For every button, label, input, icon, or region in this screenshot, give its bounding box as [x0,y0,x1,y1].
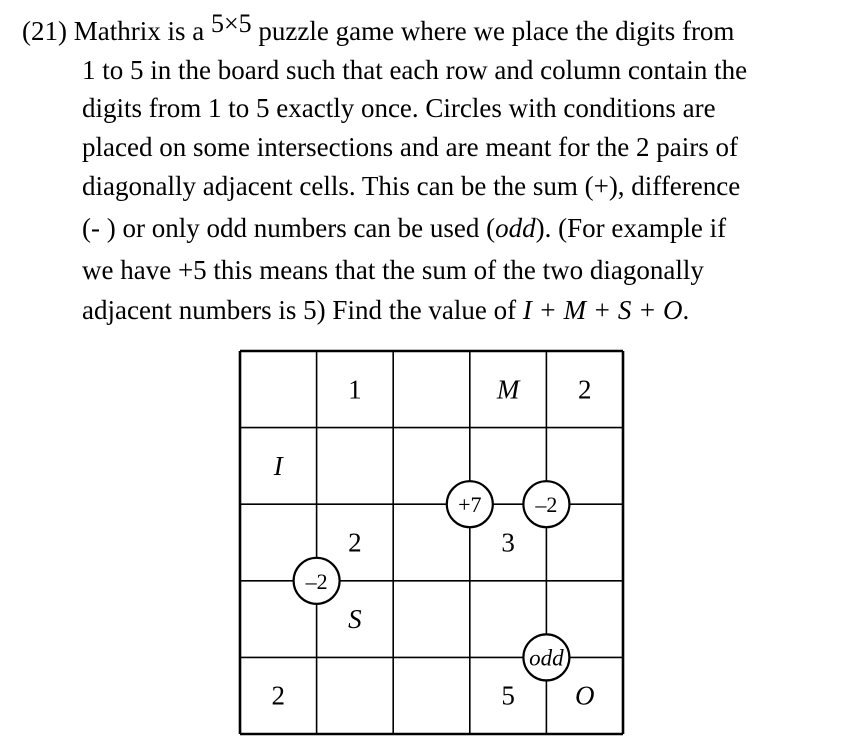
problem-line-6: (- ) or only odd numbers can be used (odd). (For example if [82,213,727,243]
cell-value: 2 [348,527,362,558]
problem-line-5: diagonally adjacent cells. This can be the sum (+), difference [82,171,741,201]
problem-line-3: digits from 1 to 5 exactly once. Circles with conditions are [82,93,716,123]
odd-word: odd [495,213,536,243]
cell-value: 3 [501,527,515,558]
circle-label: –2 [305,568,328,594]
cell-value: 1 [348,374,362,405]
problem-line-2: 1 to 5 in the board such that each row and column contain the [82,55,748,85]
cell-value: 2 [271,680,286,711]
cell-value: 2 [577,374,592,405]
condition-circle [294,558,340,604]
problem-number: (21) [22,16,67,46]
board-size: 5×5 [210,9,252,38]
circle-label: –2 [535,492,558,518]
circle-label: +7 [458,492,482,518]
problem-line-1: (21) Mathrix is a 5×5 puzzle game where we place the digits from [22,9,735,46]
circle-label: odd [529,645,564,671]
problem-line-8: adjacent numbers is 5) Find the value of I + M + S + O. [82,295,690,325]
condition-circle [523,481,569,527]
cell-value: I [273,450,283,481]
cell-value: M [496,374,520,405]
condition-circle [447,481,493,527]
cell-value: O [574,680,595,711]
problem-line-4: placed on some intersections and are meant for the 2 pairs of [82,132,739,162]
cell-value: 5 [501,680,515,711]
problem-line-7: we have +5 this means that the sum of the two diagonally [82,255,704,285]
condition-circle [523,634,569,680]
target-expression: I + M + S + O [522,295,683,325]
cell-value: S [348,604,362,635]
grid-lines [240,351,623,734]
